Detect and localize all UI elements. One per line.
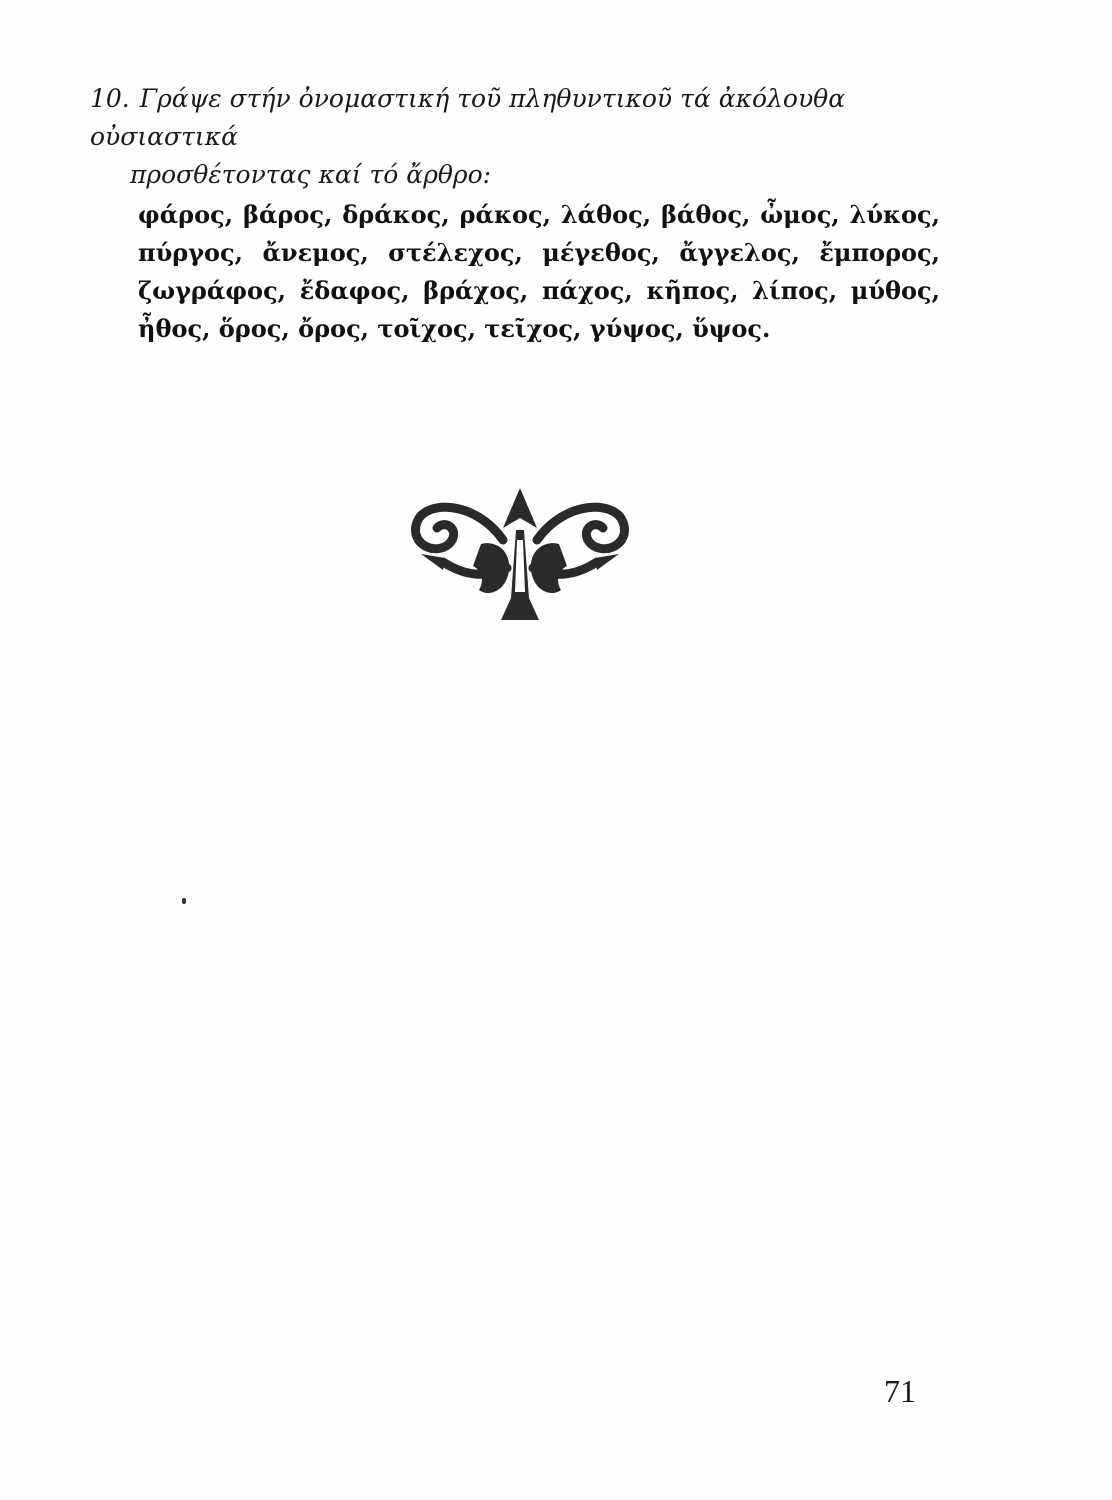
ink-mark	[182, 898, 186, 904]
instruction-line-2: προσθέτοντας καί τό ἄρθρο:	[130, 160, 492, 189]
page-number: 71	[884, 1373, 916, 1409]
noun-word-list: φάρος, βάρος, δράκος, ράκος, λάθος, βάθος, ὦμος, λύκος, πύργος, ἄνεμος, στέλεχος, μέγεθος, ἄγγελος, ἔμπορος, ζωγράφος, ἔδαφος, βράχος, πάχος, κῆπος, λίπος, μύθος, ἦθος, ὅρος, ὄρος, τοῖχος, τεῖχος, γύψος, ὕψος.	[138, 200, 940, 343]
exercise-10	[90, 80, 940, 348]
exercise-number: 10.	[90, 84, 130, 113]
exercise-instruction	[90, 80, 940, 194]
decorative-ornament-icon	[385, 470, 655, 630]
instruction-line-1: Γράψε στήν ὀνομαστική τοῦ πληθυντικοῦ τά ἀκόλουθα οὐσιαστικά	[90, 84, 846, 151]
